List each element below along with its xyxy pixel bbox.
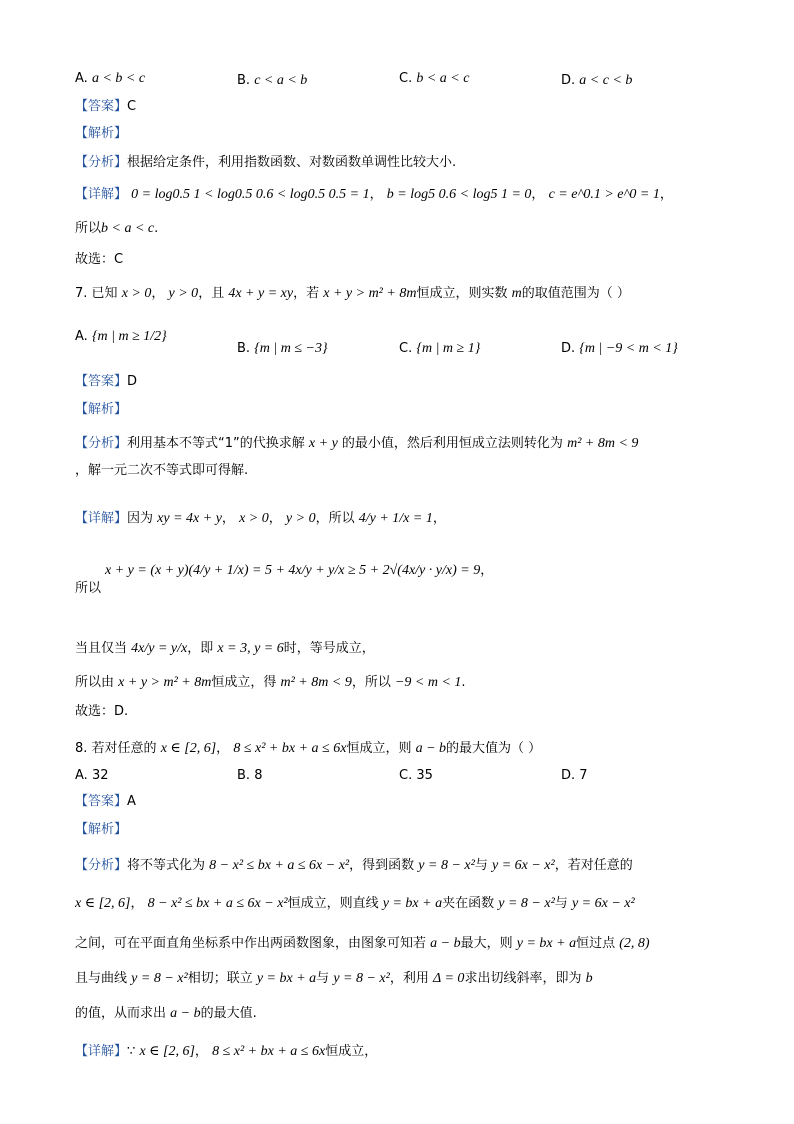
text: 时，等号成立， [283,641,375,656]
q6-fenxi [75,154,456,172]
text: 所以由 [75,675,115,690]
q6-jiexi [75,125,127,143]
math-expr: a − b [415,741,447,756]
option-label: B. [237,768,251,783]
text: ，若对任意的 [554,858,633,873]
text: 恒成立，则直线 [287,896,379,911]
q7-xiangjie-4: 所以由 x + y > m² + 8m恒成立，得 m² + 8m < 9，所以 −9 < m < 1. [75,675,466,690]
text: 的最大值. [200,1006,257,1021]
option-label: B. [237,73,251,88]
math-expr: b = log5 0.6 < log5 1 = 0 [386,187,532,202]
math-expr: x + y > m² + 8m [118,675,212,690]
text: 求出切线斜率，即为 [464,971,582,986]
text: 恒过点 [576,936,616,951]
text: 相切；联立 [187,971,253,986]
option-expr: a < b < c [91,71,146,86]
option-expr: 7 [579,768,588,783]
q6-option-c [399,70,469,88]
fenxi-tag: 【分析】 [75,858,128,873]
option-label: A. [75,768,88,783]
answer-value: A [127,794,136,809]
option-label: D. [561,341,576,356]
text: 夹在函数 [442,896,495,911]
math-expr: b [585,971,593,986]
math-expr: y = bx + a [382,896,443,911]
math-expr: a − b [170,1006,201,1021]
text: ，且 [198,286,225,301]
text: 将不等式化为 [127,858,206,873]
q7-fenxi [75,435,638,453]
q6-option-d [561,72,632,90]
text: ，所以 [315,511,355,526]
q7-jiexi [75,401,127,419]
q8-option-c [399,767,433,785]
text: ∵ [127,1044,136,1059]
option-expr: {m | m ≤ −3} [254,341,328,356]
option-expr: a < c < b [579,73,633,88]
q6-option-a [75,70,145,88]
text: ，所以 [351,675,391,690]
jiexi-tag: 【解析】 [75,402,128,417]
text: 与 [554,896,568,911]
option-label: C. [399,768,413,783]
option-label: C. [399,71,413,86]
text: 因为 [127,511,154,526]
q8-fenxi-2: x ∈ [2, 6]， 8 − x² ≤ bx + a ≤ 6x − x²恒成立，则直线 y = bx + a夹在函数 y = 8 − x²与 y = 6x − x² [75,896,635,911]
q6-answer [75,98,136,116]
math-expr: y = 6x − x² [571,896,635,911]
math-expr: y > 0 [285,511,316,526]
q6-conclusion: 所以b < a < c. [75,221,159,236]
q6-choose [75,251,123,269]
answer-value: D [127,374,138,389]
q7-xiangjie-1: 【详解】因为 xy = 4x + y， x > 0， y > 0，所以 4/y + 1/x = 1， [75,511,446,526]
q7-option-b [237,340,328,358]
text: 且与曲线 [75,971,128,986]
q7-option-c [399,340,480,358]
choose-text: 故选：D. [75,704,129,719]
math-expr: x > 0 [121,286,152,301]
math-expr: xy = 4x + y [157,511,222,526]
text: ，解一元二次不等式即可得解. [75,463,249,478]
option-label: A. [75,71,88,86]
q8-jiexi [75,821,127,839]
text: 的最小值，然后利用恒成立法则转化为 [341,436,563,451]
q7-xiangjie-3 [75,640,375,658]
q8-xiangjie [75,1043,377,1061]
math-expr: m² + 8m < 9 [567,436,639,451]
option-expr: {m | −9 < m < 1} [579,341,678,356]
text: ，即 [187,641,214,656]
text: 恒成立，则 [346,741,412,756]
text: 的最大值为（ ） [446,741,542,756]
q8-fenxi-1 [75,857,633,875]
option-expr: 32 [91,768,109,783]
text: ， [194,1044,208,1059]
q8-stem: 8. 若对任意的 x ∈ [2, 6]， 8 ≤ x² + bx + a ≤ 6x恒成立，则 a − b的最大值为（ ） [75,741,542,756]
q7-xiangjie-2-expr: x + y = (x + y)(4/y + 1/x) = 5 + 4x/y + y/x ≥ 5 + 2√(4x/y · y/x) = 9， [105,563,494,578]
math-expr: y = bx + a [516,936,577,951]
q8-option-d [561,767,588,785]
q7-stem: 7. 已知 x > 0， y > 0，且 4x + y = xy，若 x + y > m² + 8m恒成立，则实数 m的取值范围为（ ） [75,286,630,301]
math-expr: 8 ≤ x² + bx + a ≤ 6x [233,741,347,756]
math-expr: y = bx + a [256,971,317,986]
option-expr: b < a < c [416,71,470,86]
answer-tag: 【答案】 [75,794,128,809]
math-expr: 4x/y = y/x [131,641,188,656]
math-expr: x > 0 [239,511,269,526]
q8-fenxi-4 [75,970,593,988]
math-expr: x + y = (x + y)(4/y + 1/x) = 5 + 4x/y + y/x ≥ 5 + 2√(4x/y · y/x) = 9 [105,563,481,578]
math-expr: m² + 8m < 9 [280,675,352,690]
math-expr: x ∈ [2, 6] [75,896,131,911]
jiexi-tag: 【解析】 [75,822,128,837]
text: 所以 [75,221,102,236]
math-expr: x = 3, y = 6 [217,641,284,656]
math-expr: 8 − x² ≤ bx + a ≤ 6x − x² [209,858,350,873]
text: 的值，从而求出 [75,1006,167,1021]
q8-fenxi-5 [75,1005,257,1023]
option-label: D. [561,768,576,783]
text: 与 [316,971,330,986]
option-expr: {m | m ≥ 1} [416,341,481,356]
jiexi-tag: 【解析】 [75,126,128,141]
q7-option-d [561,340,678,358]
option-expr: {m | m ≥ 1/2} [91,329,167,344]
xiangjie-tag: 【详解】 [75,511,128,526]
q8-option-b [237,767,262,785]
text: ，得到函数 [349,858,415,873]
math-expr: y = 8 − x² [131,971,188,986]
math-expr: Δ = 0 [433,971,465,986]
answer-value: C [127,99,137,114]
math-expr: c = e^0.1 > e^0 = 1 [548,187,660,202]
text: ，若 [293,286,320,301]
math-expr: x + y > m² + 8m [323,286,417,301]
math-expr: x + y [308,436,338,451]
math-expr: 4x + y = xy [228,286,294,301]
math-expr: (2, 8) [619,936,650,951]
math-expr: 8 − x² ≤ bx + a ≤ 6x − x² [147,896,288,911]
math-expr: y = 8 − x² [418,858,475,873]
q6-xiangjie: 【详解】 0 = log0.5 1 < log0.5 0.6 < log0.5 0.5 = 1， b = log5 0.6 < log5 1 = 0， c = e^0.1 > e^0 = 1， [75,187,673,202]
text: 当且仅当 [75,641,128,656]
q7-answer [75,373,137,391]
math-expr: x ∈ [2, 6] [139,1044,195,1059]
text: 恒成立，得 [211,675,277,690]
q7-xiangjie-2 [75,580,101,598]
option-expr: 8 [254,768,263,783]
math-expr: 4/y + 1/x = 1 [358,511,433,526]
text: 所以 [75,581,102,596]
math-expr: 0 = log0.5 1 < log0.5 0.6 < log0.5 0.5 = 1 [131,187,370,202]
text: 7. 已知 [75,286,118,301]
text: 恒成立， [325,1044,378,1059]
option-label: B. [237,341,251,356]
fenxi-text: 根据给定条件，利用指数函数、对数函数单调性比较大小. [127,155,457,170]
xiangjie-tag: 【详解】 [75,187,128,202]
text: 的取值范围为（ ） [521,286,630,301]
text: 利用基本不等式“1”的代换求解 [127,436,305,451]
q7-choose [75,703,128,721]
option-expr: 35 [416,768,433,783]
math-expr: x ∈ [2, 6] [160,741,217,756]
option-label: A. [75,329,88,344]
math-expr: −9 < m < 1 [394,675,462,690]
math-expr: 8 ≤ x² + bx + a ≤ 6x [212,1044,326,1059]
q8-answer [75,793,136,811]
q8-option-a [75,767,108,785]
q7-option-a [75,328,167,346]
math-expr: a − b [430,936,461,951]
answer-tag: 【答案】 [75,374,128,389]
text: 最大，则 [460,936,513,951]
text: 之间，可在平面直角坐标系中作出两函数图象，由图象可知若 [75,936,427,951]
xiangjie-tag: 【详解】 [75,1044,128,1059]
text: 8. 若对任意的 [75,741,157,756]
text: 恒成立，则实数 [416,286,508,301]
option-label: D. [561,73,576,88]
answer-tag: 【答案】 [75,99,128,114]
math-expr: y = 8 − x² [333,971,390,986]
text: ，利用 [389,971,429,986]
text: 与 [474,858,488,873]
math-expr: b < a < c [101,221,155,236]
q6-option-b [237,72,307,90]
math-expr: y = 6x − x² [491,858,555,873]
option-label: C. [399,341,413,356]
math-expr: m [511,286,522,301]
math-expr: y > 0 [168,286,199,301]
fenxi-tag: 【分析】 [75,436,128,451]
option-expr: c < a < b [254,73,308,88]
q8-fenxi-3 [75,935,650,953]
q7-fenxi-2 [75,462,248,480]
choose-text: 故选：C [75,252,124,267]
fenxi-tag: 【分析】 [75,155,128,170]
math-expr: y = 8 − x² [498,896,555,911]
